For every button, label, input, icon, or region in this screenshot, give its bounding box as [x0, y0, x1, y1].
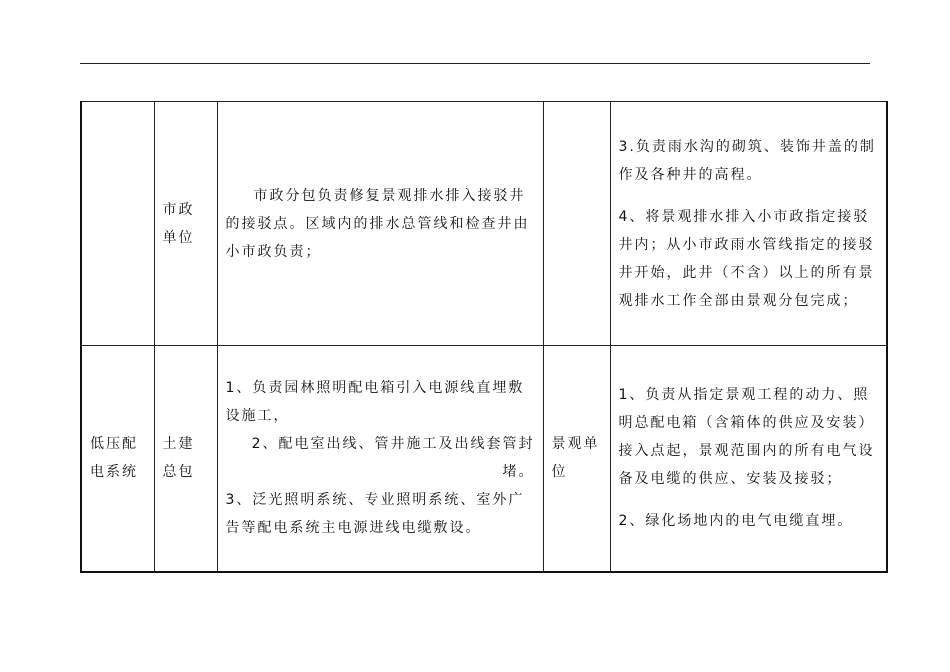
scope-paragraph: 市政分包负责修复景观排水排入接驳井的接驳点。区域内的排水总管线和检查井由小市政负责； — [225, 187, 530, 260]
category-text: 低压配电系统 — [90, 436, 138, 481]
details-paragraph: 4、将景观排水排入小市政指定接驳井内；从小市政雨水管线指定的接驳井开始，此井（不含）以上的所有景观排水工作全部由景观分包完成； — [618, 208, 875, 309]
responsibility-table — [80, 101, 888, 573]
party-cell — [154, 102, 217, 346]
category-cell — [81, 346, 154, 572]
scope-paragraph: 2、配电室出线、管井施工及出线套管封堵。 — [251, 436, 535, 481]
scope-paragraph: 3、泛光照明系统、专业照明系统、室外广告等配电系统主电源进线电缆敷设。 — [225, 492, 525, 537]
contractor-cell — [543, 102, 610, 346]
details-paragraph: 3.负责雨水沟的砌筑、装饰井盖的制作及各种井的高程。 — [618, 138, 876, 183]
details-paragraph: 2、绿化场地内的电气电缆直埋。 — [618, 513, 854, 530]
details-cell — [610, 346, 887, 572]
details-paragraph: 1、负责从指定景观工程的动力、照明总配电箱（含箱体的供应及安装）接入点起，景观范围内的所有电气设备及电缆的供应、安装及接驳； — [618, 387, 875, 488]
scope-cell — [217, 346, 543, 572]
table-row — [81, 346, 887, 572]
category-cell — [81, 102, 154, 346]
contractor-text: 景观单位 — [551, 436, 600, 481]
contractor-cell — [543, 346, 610, 572]
page-header-rule — [80, 63, 870, 64]
table-row — [81, 102, 887, 346]
details-cell — [610, 102, 887, 346]
scope-cell — [217, 102, 543, 346]
scope-paragraph: 1、负责园林照明配电箱引入电源线直埋敷设施工， — [225, 380, 525, 425]
party-text: 市政单位 — [162, 201, 195, 246]
party-cell — [154, 346, 217, 572]
party-text: 土建总包 — [162, 436, 195, 481]
